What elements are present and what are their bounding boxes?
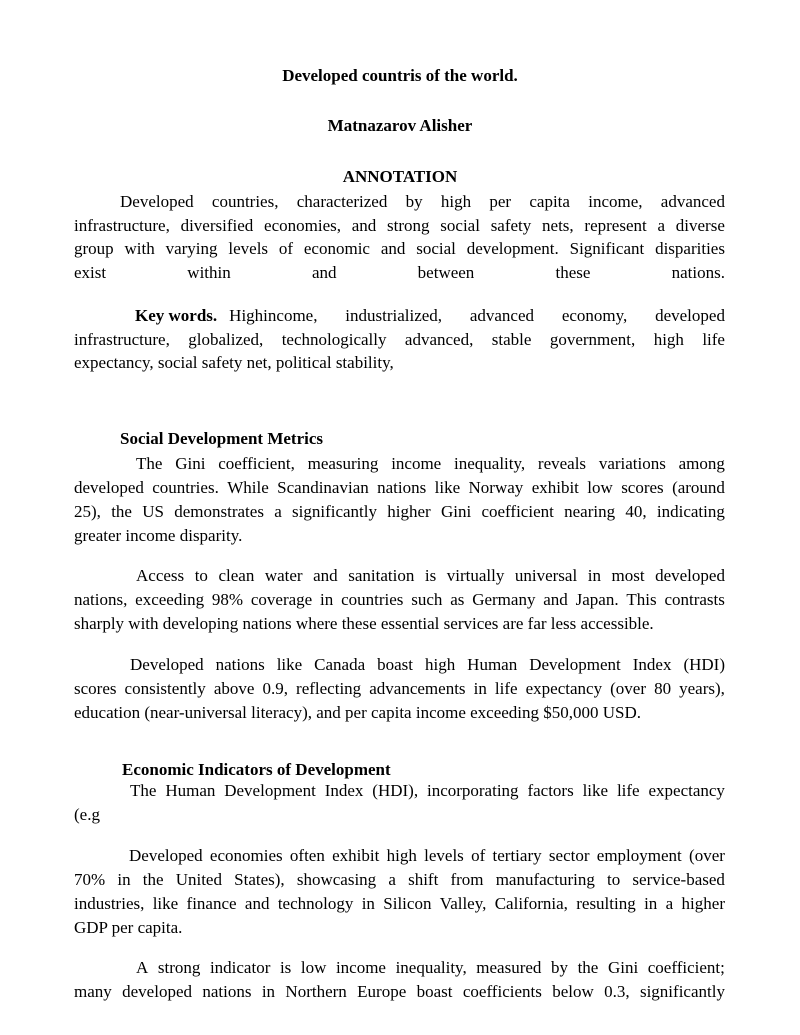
word: in (320, 590, 334, 609)
word: Silicon (383, 894, 432, 913)
word: among (678, 454, 725, 473)
word: a (274, 502, 282, 521)
word: (over (689, 846, 725, 865)
word: often (289, 846, 325, 865)
word: Human (165, 781, 216, 800)
word: per (489, 192, 512, 211)
word: infrastructure, (74, 330, 170, 349)
word: 0.9, (262, 679, 288, 698)
word: in (261, 982, 276, 1001)
word: manufacturing (495, 870, 595, 889)
word: 80 (654, 679, 672, 698)
word: economies (209, 846, 283, 865)
word: most (611, 566, 645, 585)
word: finance (186, 894, 237, 913)
annotation-line (74, 239, 725, 259)
word: sanitation (348, 566, 415, 585)
word: years), (679, 679, 725, 698)
word: coefficient (481, 502, 554, 521)
word: and (311, 263, 337, 282)
word: Norway (468, 478, 524, 497)
word: Index (324, 781, 364, 800)
word: and (380, 239, 406, 258)
word: is (279, 958, 292, 977)
word: (over (610, 679, 647, 698)
paragraph-line: greater income disparity. (74, 526, 243, 545)
word: technologically (281, 330, 387, 349)
paragraph-line (74, 679, 725, 699)
word: like (276, 655, 303, 674)
word: economic (303, 239, 370, 258)
word: social (416, 239, 456, 258)
paragraph-line: education (near-universal literacy), and per capita income exceeding $50,000 USD. (74, 703, 642, 722)
paragraph-line (130, 781, 725, 801)
word: consistently (124, 679, 206, 698)
word: inequality, (454, 454, 526, 473)
keywords-line-first (135, 306, 725, 326)
word: Gini (175, 454, 206, 473)
word: from (450, 870, 484, 889)
word: demonstrates (174, 502, 264, 521)
word: Highincome, (229, 306, 318, 325)
word: industrialized, (345, 306, 443, 325)
word: shift (408, 870, 439, 889)
word: States), (234, 870, 285, 889)
word: 25), (74, 502, 101, 521)
word: nations, (74, 590, 128, 609)
word: such (411, 590, 443, 609)
word: Japan. (575, 590, 619, 609)
word: Significant (569, 239, 645, 258)
paragraph-line: (e.g (74, 805, 100, 824)
word: boast (416, 982, 453, 1001)
word: economies, (264, 216, 341, 235)
word: strong (157, 958, 201, 977)
word: diversified (180, 216, 254, 235)
word: Development (224, 781, 316, 800)
word: scores (74, 679, 117, 698)
paragraph-line (136, 454, 725, 474)
word: variations (598, 454, 666, 473)
word: expectancy (525, 679, 603, 698)
word: life (702, 330, 725, 349)
word: expectancy (648, 781, 725, 800)
word: and (244, 894, 270, 913)
word: showcasing (296, 870, 377, 889)
word: above (213, 679, 255, 698)
word: advanced (469, 306, 535, 325)
word: (HDI), (372, 781, 419, 800)
word: to (607, 870, 621, 889)
word: nearing (564, 502, 616, 521)
word: exhibit (531, 478, 579, 497)
word: and (543, 590, 568, 609)
word: virtually (446, 566, 505, 585)
word: Northern (285, 982, 347, 1001)
word: a (388, 870, 396, 889)
word: (around (672, 478, 725, 497)
word: within (187, 263, 231, 282)
word: inequality, (395, 958, 467, 977)
word: 70% (74, 870, 106, 889)
word: countries (341, 590, 404, 609)
word: scores (621, 478, 664, 497)
word: reflecting (296, 679, 362, 698)
word: Access (136, 566, 185, 585)
word: Gini (607, 958, 639, 977)
word: by (405, 192, 423, 211)
word: low (300, 958, 327, 977)
word: characterized (296, 192, 388, 211)
word: diverse (675, 216, 725, 235)
annotation-line (74, 263, 725, 283)
word: This (626, 590, 657, 609)
word: income (335, 958, 386, 977)
document-title: Developed countris of the world. (282, 66, 518, 85)
word: coverage (250, 590, 313, 609)
word: Index (632, 655, 672, 674)
word: stable (491, 330, 532, 349)
word: industries, (74, 894, 145, 913)
word: Development (529, 655, 621, 674)
word: between (417, 263, 475, 282)
word: Human (467, 655, 518, 674)
word: high (653, 330, 684, 349)
word: The (136, 454, 163, 473)
word: is (424, 566, 437, 585)
word: California, (494, 894, 568, 913)
word: clean (218, 566, 255, 585)
word: exceeding (135, 590, 205, 609)
word: a (665, 894, 674, 913)
word: and (313, 566, 338, 585)
word: varying (165, 239, 218, 258)
word: A (136, 958, 149, 977)
word: of (471, 846, 486, 865)
word: income (391, 454, 442, 473)
word: significantly (639, 982, 725, 1001)
word: developed (655, 566, 725, 585)
word: nations (202, 982, 252, 1001)
word: Europe (357, 982, 407, 1001)
word: with (124, 239, 155, 258)
word: coefficient; (647, 958, 725, 977)
word: like (434, 478, 461, 497)
word: in (473, 679, 487, 698)
word: countries. (152, 478, 219, 497)
word: service-based (632, 870, 725, 889)
paragraph-line (129, 846, 725, 866)
word: safety (490, 216, 532, 235)
paragraph-line: GDP per capita. (74, 918, 183, 937)
word: developed (74, 478, 144, 497)
annotation-line (74, 216, 725, 236)
word: the (142, 870, 164, 889)
word: a (657, 216, 666, 235)
word: United (175, 870, 222, 889)
word: by (551, 958, 568, 977)
word: like (152, 894, 179, 913)
word: significantly (292, 502, 377, 521)
word: universal (514, 566, 578, 585)
word: to (194, 566, 208, 585)
word: high (440, 192, 472, 211)
word: 98% (211, 590, 244, 609)
paragraph-line (74, 870, 725, 890)
word: in (361, 894, 375, 913)
word: Gini (440, 502, 472, 521)
word: represent (584, 216, 647, 235)
word: social (440, 216, 480, 235)
paragraph-line (74, 982, 725, 1002)
paragraph-line (74, 590, 725, 610)
word: indicator (209, 958, 271, 977)
word: US (142, 502, 164, 521)
word: countries, (211, 192, 279, 211)
word: While (227, 478, 269, 497)
paragraph-line (74, 894, 725, 914)
word: group (74, 239, 114, 258)
keywords-line (74, 330, 725, 350)
word: developed (122, 982, 192, 1001)
word: coefficient, (218, 454, 295, 473)
author-name: Matnazarov Alisher (327, 116, 473, 135)
word: higher (681, 894, 725, 913)
word: Developed (129, 846, 203, 865)
word: development. (466, 239, 559, 258)
word: Developed (120, 192, 194, 211)
word: sector (548, 846, 590, 865)
keywords-line: expectancy, social safety net, political stability, (74, 353, 394, 372)
word: capita (529, 192, 570, 211)
word: exist (74, 263, 107, 282)
word: Canada (314, 655, 366, 674)
word: government, (549, 330, 636, 349)
word: Scandinavian (277, 478, 369, 497)
word: the (577, 958, 599, 977)
word: coefficients (462, 982, 542, 1001)
word: nets, (542, 216, 574, 235)
section-heading-economic: Economic Indicators of Development (122, 760, 391, 779)
word: strong (387, 216, 430, 235)
word: Developed (130, 655, 204, 674)
word: many (74, 982, 112, 1001)
word: levels (228, 239, 269, 258)
paragraph-line (74, 502, 725, 522)
word: life (494, 679, 518, 698)
word: The (130, 781, 157, 800)
keywords-label: Key words. (135, 306, 218, 325)
word: Germany (472, 590, 536, 609)
word: advanced (660, 192, 725, 211)
word: of (278, 239, 294, 258)
paragraph-line (130, 655, 725, 675)
section-heading-social: Social Development Metrics (120, 429, 323, 448)
word: high (386, 846, 417, 865)
word: in (644, 894, 658, 913)
paragraph-line (74, 478, 725, 498)
word: these (555, 263, 591, 282)
word: nations (377, 478, 427, 497)
word: 0.3, (604, 982, 630, 1001)
word: indicating (656, 502, 725, 521)
word: as (450, 590, 465, 609)
word: nations. (671, 263, 725, 282)
word: measured (476, 958, 542, 977)
word: nations (215, 655, 265, 674)
word: boast (377, 655, 413, 674)
word: life (616, 781, 640, 800)
paragraph-line: sharply with developing nations where these essential services are far less accessible. (74, 614, 654, 633)
word: Valley, (439, 894, 487, 913)
word: economy, (561, 306, 628, 325)
word: advanced, (404, 330, 474, 349)
word: and (351, 216, 377, 235)
word: incorporating (426, 781, 519, 800)
word: water (264, 566, 303, 585)
word: levels (424, 846, 464, 865)
word: higher (387, 502, 431, 521)
paragraph-line (136, 566, 725, 586)
word: globalized, (188, 330, 264, 349)
word: advancements (369, 679, 466, 698)
word: the (111, 502, 132, 521)
word: high (424, 655, 456, 674)
word: technology (277, 894, 354, 913)
word: low (587, 478, 613, 497)
word: (HDI) (683, 655, 725, 674)
word: exhibit (332, 846, 380, 865)
word: tertiary (492, 846, 542, 865)
annotation-line (120, 192, 725, 212)
word: developed (655, 306, 725, 325)
word: like (582, 781, 609, 800)
word: in (117, 870, 131, 889)
annotation-heading: ANNOTATION (342, 167, 458, 186)
word: employment (596, 846, 682, 865)
word: measuring (307, 454, 379, 473)
word: below (552, 982, 594, 1001)
word: disparities (655, 239, 725, 258)
word: factors (527, 781, 574, 800)
word: resulting (576, 894, 636, 913)
word: in (587, 566, 601, 585)
word: 40, (625, 502, 647, 521)
word: income, (588, 192, 643, 211)
word: reveals (537, 454, 587, 473)
word: contrasts (664, 590, 725, 609)
keywords-line (229, 306, 725, 326)
paragraph-line (136, 958, 725, 978)
word: infrastructure, (74, 216, 170, 235)
